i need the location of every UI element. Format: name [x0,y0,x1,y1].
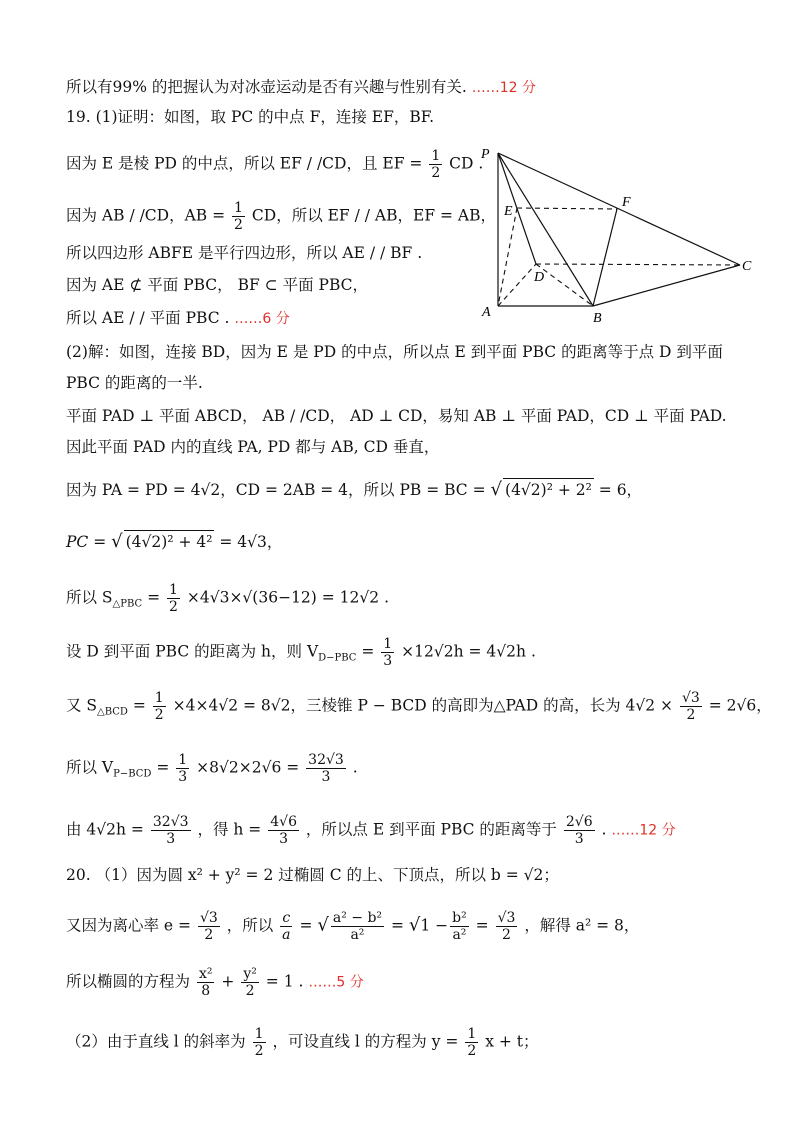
fraction-b2-over-a2: $\frac{\text{b²}}{\text{a²}}$ [452,910,467,944]
problem-19-heading [66,106,434,128]
line-text: 因为 AE ⊄ 平面 PBC， BF ⊂ 平面 PBC， [66,276,368,294]
edge-PB [498,153,593,306]
label-A: A [482,305,491,320]
fraction-x2-over-8: $\frac{\text{x²}}{8}$ [198,966,213,1000]
line-text: ×4×4√2 = 8√2，三棱锥 P − BCD 的高即为△PAD 的高，长为 4√2 × [172,696,674,715]
line-text: （2）由于直线 l 的斜率为 [66,1032,246,1051]
text-line [66,307,290,330]
text-line [66,436,439,458]
fraction-eccentricity: $\frac{\text{a² − b²}}{\text{a²}}$ [332,910,383,944]
line-text: = 4√3， [219,533,283,551]
label-D: D [534,270,545,285]
line-text: 设 D 到平面 PBC 的距离为 h，则 V [66,642,319,661]
fraction-third: $\frac{1}{3}$ [383,636,393,670]
fraction-32sqrt3-over-3: $\frac{32√3}{3}$ [152,814,189,848]
line-text: (2)解：如图，连接 BD，因为 E 是 PD 的中点，所以点 E 到平面 PBC 的距离等于点 D 到平面 [66,343,723,361]
label-C: C [742,259,752,274]
line-text: 19. (1)证明：如图，取 PC 的中点 F，连接 EF，BF. [66,108,435,126]
line-text: 所以有99% 的把握认为对冰壶运动是否有兴趣与性别有关. [66,78,467,96]
fraction-third: $\frac{1}{3}$ [178,752,188,786]
fraction-sqrt3-over-2: $\frac{√3}{2}$ [497,910,516,944]
line-text: 又因为离心率 e = [66,916,192,935]
fraction-half: $\frac{1}{2}$ [431,148,441,182]
score-mark: ……5 分 [308,974,364,991]
edge-BC [593,265,740,306]
radical-sign: √ [111,531,123,552]
line-text: ×8√2×2√6 = [196,758,300,777]
line-text: 平面 PAD ⊥ 平面 ABCD， AB / /CD， AD ⊥ CD，易知 AB ⊥ 平面 PAD，CD ⊥ 平面 PAD. [66,407,727,425]
line-text: 又 S [66,696,98,715]
line-text: PBC 的距离的一半. [66,374,203,392]
line-text: 因为 E 是棱 PD 的中点，所以 EF / /CD，且 EF = [66,154,423,173]
line-text: 因为 AB / /CD，AB = [66,206,226,225]
score-mark: ……12 分 [611,822,676,839]
problem-20-heading [66,864,559,886]
line-text: ，解得 a² = 8， [524,916,640,935]
text-line [66,274,368,296]
label-E: E [504,204,513,219]
line-text: 所以 AE / / 平面 PBC . [66,309,230,327]
text-line [66,341,723,363]
text-line: 设 D 到平面 PBC 的距离为 h，则 $V_{D-PBC}$ = $\frac{1}{3}$ ×12√2h = 4√2h . [66,636,536,670]
line-text: = 1 . [265,972,304,991]
line-text: ，所以点 E 到平面 PBC 的距离等于 [305,820,557,839]
fraction-half: $\frac{1}{2}$ [169,582,178,616]
radicand: (4√2)² + 2² [503,478,594,501]
edge-BF [593,209,617,306]
line-text: PC = [66,533,107,551]
text-line [66,76,536,99]
text-line [66,1026,539,1059]
edge-AD [498,264,536,306]
fraction-2sqrt6-over-3: $\frac{2√6}{3}$ [565,814,593,848]
line-text: 所以四边形 ABFE 是平行四边形，所以 AE / / BF . [66,244,423,262]
edge-DC [536,264,740,265]
line-text: 所以椭圆的方程为 [66,972,191,991]
label-P: P [481,147,490,162]
line-text: CD，所以 EF / / AB，EF = AB， [251,206,496,225]
fraction-half: $\frac{1}{2}$ [254,1026,264,1060]
score-mark: ……12 分 [471,80,537,96]
line-text: ×12√2h = 4√2h . [401,642,536,661]
fraction-half: $\frac{1}{2}$ [467,1026,477,1060]
pyramid-figure [476,140,766,330]
text-line: 又因为离心率 e = $\frac{√3}{2}$ ，所以 $\frac{c}{a}$ = √ $\frac{\text{a² − b²}}{\text{a²}}$ = √1 − $\frac{\text{b²}}{\text{a²}}$ = $\frac{√3}{2}$ ，解得 a² = 8， [66,910,640,944]
edge-DB [536,264,593,306]
edge-AE [498,208,517,306]
label-B: B [593,311,602,326]
radical-sign: √ [408,914,421,936]
fraction-32sqrt3-over-3: $\frac{32√3}{3}$ [308,752,344,786]
fraction-half: $\frac{1}{2}$ [154,690,164,724]
edge-PC [498,153,740,265]
line-text: x + t； [485,1032,539,1051]
fraction-4sqrt6-over-3: $\frac{4√6}{3}$ [270,814,297,848]
text-line: 又 $S_{\triangle BCD}$ = $\frac{1}{2}$ ×4×4√2 = 8√2，三棱锥 P − BCD 的高即为△PAD 的高，长为 4√2 × $\frac{√3}{2}$ = 2√6， [66,690,772,724]
radical-sign: √ [490,479,503,500]
score-mark: ……6 分 [234,311,290,327]
line-text: CD . [449,154,484,173]
line-text: 所以 V [66,758,114,777]
line-text: 由 4√2h = [66,820,144,839]
text-line: 所以 $V_{P-BCD}$ = $\frac{1}{3}$ ×8√2×2√6 = $\frac{32√3}{3}$ . [66,752,358,786]
text-line: 所以 $S_{\triangle PBC}$ = $\frac{1}{2}$ ×4√3×√(36−12) = 12√2 . [66,582,389,616]
text-line [66,200,496,233]
line-text: = 6， [598,481,643,499]
fraction-sqrt3-over-2: $\frac{√3}{2}$ [681,690,700,724]
text-line [66,148,483,181]
line-text: 所以 S [66,588,113,607]
label-F: F [622,195,631,210]
line-text: ×4√3×√(36−12) = 12√2 . [186,588,389,607]
line-text: = 2√6， [708,696,772,715]
text-line [66,242,422,264]
text-line: 所以椭圆的方程为 $\frac{\text{x²}}{8}$ + $\frac{\text{y²}}{2}$ = 1 . ……5 分 [66,966,364,1000]
radical-sign: √ [317,914,329,936]
text-line [66,478,642,501]
line-text: ，所以 [226,916,274,935]
fraction-y2-over-2: $\frac{\text{y²}}{2}$ [243,966,257,1000]
fraction-c-over-a: $\frac{c}{a}$ [282,910,291,944]
line-text: 因此平面 PAD 内的直线 PA, PD 都与 AB, CD 垂直， [66,438,440,456]
text-line [66,372,203,394]
fraction-half: $\frac{1}{2}$ [234,200,243,234]
radicand: (4√2)² + 4² [124,530,215,553]
text-line [66,405,727,427]
line-text: 因为 PA = PD = 4√2，CD = 2AB = 4，所以 PB = BC = [66,481,486,499]
text-line [66,530,282,553]
line-text: ，可设直线 l 的方程为 y = [272,1032,459,1051]
line-text: ，得 h = [197,820,262,839]
line-text: 20. （1）因为圆 x² + y² = 2 过椭圆 C 的上、下顶点，所以 b = √2； [66,866,559,884]
text-line: 由 4√2h = $\frac{32√3}{3}$ ，得 h = $\frac{4√6}{3}$ ，所以点 E 到平面 PBC 的距离等于 $\frac{2√6}{3}$ . ……12 分 [66,814,676,848]
fraction-sqrt3-over-2: $\frac{√3}{2}$ [199,910,218,944]
